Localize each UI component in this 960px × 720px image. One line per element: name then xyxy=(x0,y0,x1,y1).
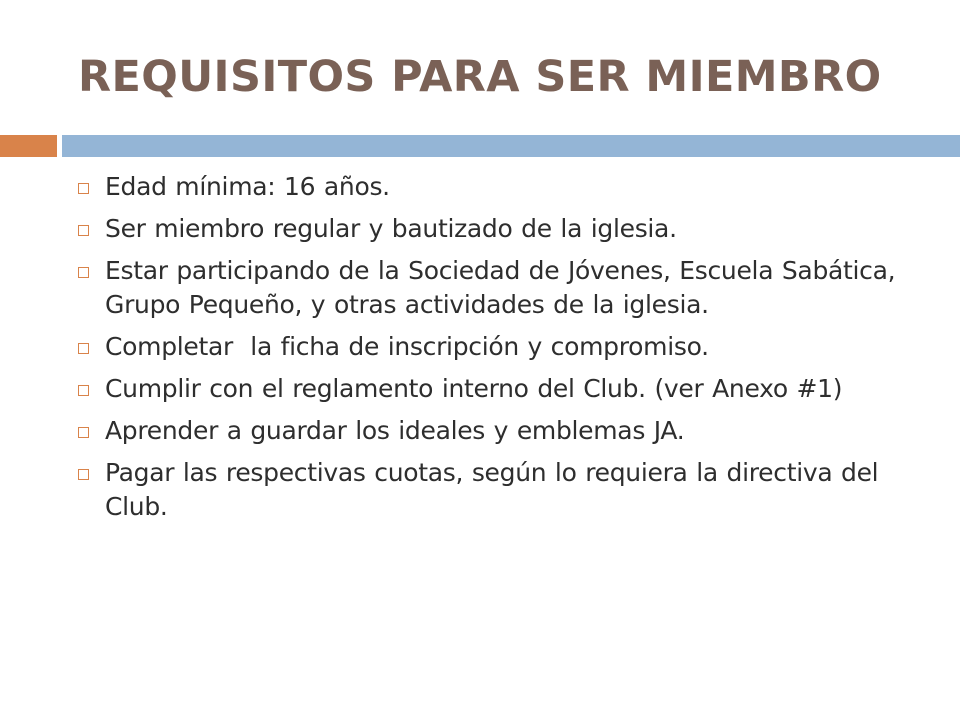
accent-bar-right xyxy=(62,135,960,157)
slide-title: REQUISITOS PARA SER MIEMBRO xyxy=(78,52,882,102)
list-item xyxy=(78,212,928,246)
requirements-list xyxy=(78,170,928,532)
list-item xyxy=(78,330,928,364)
square-bullet-icon xyxy=(78,183,89,194)
list-item xyxy=(78,254,928,322)
list-item xyxy=(78,456,928,524)
square-bullet-icon xyxy=(78,385,89,396)
list-item xyxy=(78,372,928,406)
list-item-text: Estar participando de la Sociedad de Jóvenes, Escuela Sabática, Grupo Pequeño, y otras actividades de la iglesia. xyxy=(105,256,896,319)
square-bullet-icon xyxy=(78,427,89,438)
square-bullet-icon xyxy=(78,267,89,278)
list-item xyxy=(78,170,928,204)
list-item-text: Aprender a guardar los ideales y emblemas JA. xyxy=(105,416,685,445)
accent-bar-left xyxy=(0,135,57,157)
list-item-text: Cumplir con el reglamento interno del Club. (ver Anexo #1) xyxy=(105,374,843,403)
list-item-text: Completar la ficha de inscripción y compromiso. xyxy=(105,332,709,361)
list-item-text: Ser miembro regular y bautizado de la iglesia. xyxy=(105,214,677,243)
square-bullet-icon xyxy=(78,343,89,354)
list-item xyxy=(78,414,928,448)
list-item-text: Pagar las respectivas cuotas, según lo requiera la directiva del Club. xyxy=(105,458,879,521)
square-bullet-icon xyxy=(78,225,89,236)
list-item-text: Edad mínima: 16 años. xyxy=(105,172,390,201)
square-bullet-icon xyxy=(78,469,89,480)
